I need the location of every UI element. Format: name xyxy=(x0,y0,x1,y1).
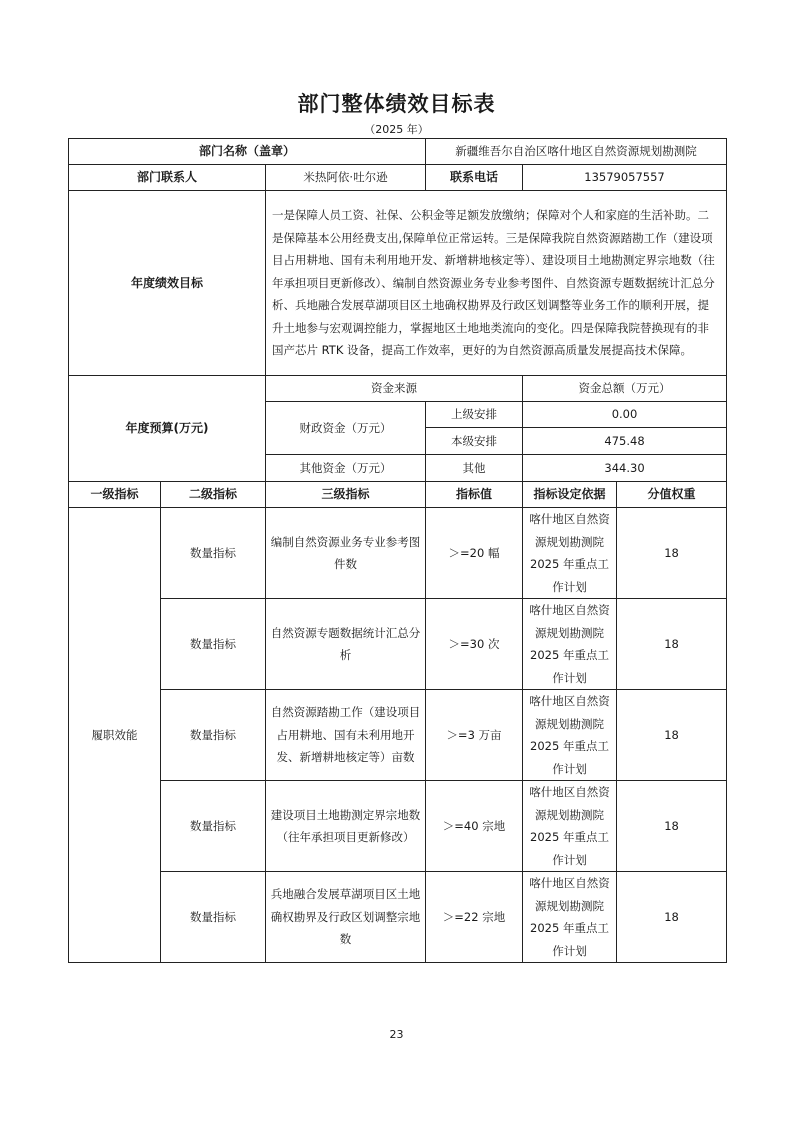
level2-cell: 数量指标 xyxy=(161,690,266,781)
year-label: （2025 年） xyxy=(364,123,429,136)
level3-cell: 编制自然资源业务专业参考图件数 xyxy=(266,508,426,599)
goal-label: 年度绩效目标 xyxy=(69,191,266,376)
header-value: 指标值 xyxy=(426,482,523,508)
fiscal-fund-label: 财政资金（万元） xyxy=(266,402,426,455)
dept-name-label: 部门名称（盖章） xyxy=(69,139,426,165)
weight-cell: 18 xyxy=(617,508,727,599)
budget-label: 年度预算(万元) xyxy=(69,376,266,482)
header-level3: 三级指标 xyxy=(266,482,426,508)
basis-cell: 喀什地区自然资源规划勘测院 2025 年重点工作计划 xyxy=(523,690,617,781)
value-cell: ＞=40 宗地 xyxy=(426,781,523,872)
table-row xyxy=(69,508,727,599)
level3-cell: 兵地融合发展草湖项目区土地确权勘界及行政区划调整宗地数 xyxy=(266,872,426,963)
value-cell: ＞=3 万亩 xyxy=(426,690,523,781)
weight-cell: 18 xyxy=(617,781,727,872)
local-arrangement-value: 475.48 xyxy=(523,428,727,455)
header-level2: 二级指标 xyxy=(161,482,266,508)
level3-cell: 建设项目土地勘测定界宗地数（往年承担项目更新修改） xyxy=(266,781,426,872)
basis-cell: 喀什地区自然资源规划勘测院 2025 年重点工作计划 xyxy=(523,508,617,599)
phone-value: 13579057557 xyxy=(523,165,727,191)
header-weight: 分值权重 xyxy=(617,482,727,508)
upper-arrangement-value: 0.00 xyxy=(523,402,727,428)
phone-label: 联系电话 xyxy=(426,165,523,191)
goal-text: 一是保障人员工资、社保、公积金等足额发放缴纳；保障对个人和家庭的生活补助。二是保障基本公用经费支出,保障单位正常运转。三是保障我院自然资源踏勘工作（建设项目占用耕地、国有未利用地开发、新增耕地核定等）、建设项目土地勘测定界宗地数（往年承担项目更新修改）、编制自然资源业务专业参考图件、自然资源专题数据统计汇总分析、兵地融合发展草湖项目区土地确权勘界及行政区划调整等业务工作的顺利开展，提升土地参与宏观调控能力，掌握地区土地地类流向的变化。四是保障我院替换现有的非国产芯片 RTK 设备，提高工作效率，更好的为自然资源高质量发展提高技术保障。 xyxy=(266,191,727,376)
level2-cell: 数量指标 xyxy=(161,781,266,872)
table-row xyxy=(69,690,727,781)
value-cell: ＞=20 幅 xyxy=(426,508,523,599)
contact-label: 部门联系人 xyxy=(69,165,266,191)
weight-cell: 18 xyxy=(617,599,727,690)
other-fund-value: 344.30 xyxy=(523,455,727,482)
other-fund-label: 其他资金（万元） xyxy=(266,455,426,482)
table-row xyxy=(69,872,727,963)
contact-value: 米热阿依·吐尔逊 xyxy=(266,165,426,191)
header-level1: 一级指标 xyxy=(69,482,161,508)
level2-cell: 数量指标 xyxy=(161,599,266,690)
fund-total-header: 资金总额（万元） xyxy=(523,376,727,402)
local-arrangement-label: 本级安排 xyxy=(426,428,523,455)
header-basis: 指标设定依据 xyxy=(523,482,617,508)
basis-cell: 喀什地区自然资源规划勘测院 2025 年重点工作计划 xyxy=(523,781,617,872)
level3-cell: 自然资源踏勘工作（建设项目占用耕地、国有未利用地开发、新增耕地核定等）亩数 xyxy=(266,690,426,781)
weight-cell: 18 xyxy=(617,690,727,781)
page-number: 23 xyxy=(389,1028,404,1041)
level2-cell: 数量指标 xyxy=(161,508,266,599)
level1-cell: 履职效能 xyxy=(69,508,161,963)
page-title: 部门整体绩效目标表 xyxy=(297,92,496,116)
value-cell: ＞=30 次 xyxy=(426,599,523,690)
value-cell: ＞=22 宗地 xyxy=(426,872,523,963)
basis-cell: 喀什地区自然资源规划勘测院 2025 年重点工作计划 xyxy=(523,872,617,963)
dept-name-value: 新疆维吾尔自治区喀什地区自然资源规划勘测院 xyxy=(426,139,727,165)
table-row xyxy=(69,781,727,872)
level2-cell: 数量指标 xyxy=(161,872,266,963)
performance-table xyxy=(68,138,727,963)
other-fund-sub-label: 其他 xyxy=(426,455,523,482)
basis-cell: 喀什地区自然资源规划勘测院 2025 年重点工作计划 xyxy=(523,599,617,690)
table-row xyxy=(69,599,727,690)
fund-source-header: 资金来源 xyxy=(266,376,523,402)
weight-cell: 18 xyxy=(617,872,727,963)
upper-arrangement-label: 上级安排 xyxy=(426,402,523,428)
level3-cell: 自然资源专题数据统计汇总分析 xyxy=(266,599,426,690)
